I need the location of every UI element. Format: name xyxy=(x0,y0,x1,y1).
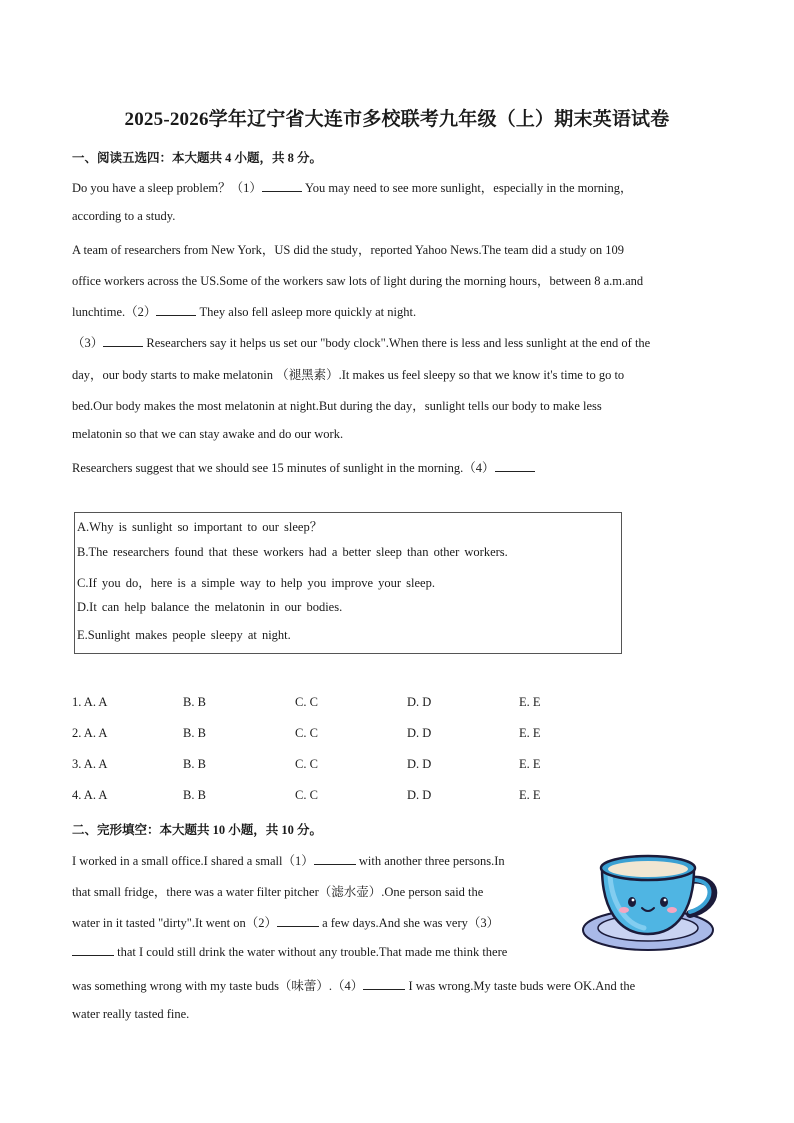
blank-4 xyxy=(495,460,535,472)
passage1-line: lunchtime.（2） They also fell asleep more quickly at night. xyxy=(72,305,417,319)
choice-c[interactable]: C. C xyxy=(295,788,318,802)
choice-d[interactable]: D. D xyxy=(407,726,432,740)
page-title: 2025-2026学年辽宁省大连市多校联考九年级（上）期末英语试卷 xyxy=(124,109,670,130)
passage1-line: bed.Our body makes the most melatonin at night.But during the day，sunlight tells our body to make less xyxy=(72,399,602,413)
choice-d[interactable]: D. D xyxy=(407,788,432,802)
choice-c[interactable]: C. C xyxy=(295,695,318,709)
choice-a[interactable]: 3. A. A xyxy=(72,757,108,771)
passage2-line: water really tasted fine. xyxy=(72,1007,190,1021)
passage2-line: I worked in a small office.I shared a small（1） with another three persons.In xyxy=(72,854,505,868)
choice-b[interactable]: B. B xyxy=(183,726,206,740)
blank-1 xyxy=(314,853,356,865)
answer-row-3 xyxy=(72,757,632,773)
choice-e[interactable]: E. E xyxy=(519,695,541,709)
passage1-line: Do you have a sleep problem？（1） You may need to see more sunlight，especially in the morning， xyxy=(72,181,633,195)
choice-b[interactable]: B. B xyxy=(183,757,206,771)
answer-row-2 xyxy=(72,726,632,742)
teacup-illustration xyxy=(582,848,722,952)
blank-3 xyxy=(103,335,143,347)
blank-2 xyxy=(277,915,319,927)
teacup-icon xyxy=(582,848,722,952)
choice-d[interactable]: D. D xyxy=(407,695,432,709)
section2-heading: 二、完形填空：本大题共 10 小题，共 10 分。 xyxy=(72,823,323,837)
choice-b[interactable]: B. B xyxy=(183,788,206,802)
blank-1 xyxy=(262,180,302,192)
choice-a[interactable]: 4. A. A xyxy=(72,788,108,802)
choice-a[interactable]: 1. A. A xyxy=(72,695,108,709)
blank-4 xyxy=(363,978,405,990)
choice-b[interactable]: B. B xyxy=(183,695,206,709)
passage1-line: A team of researchers from New York，US did the study，reported Yahoo News.The team did a study on 109 xyxy=(72,243,624,257)
passage1-line: （3） Researchers say it helps us set our "body clock".When there is less and less sunlight at the end of the xyxy=(72,336,651,350)
choice-e[interactable]: E. E xyxy=(519,788,541,802)
section1-heading: 一、阅读五选四：本大题共 4 小题，共 8 分。 xyxy=(72,151,323,165)
passage1-line: day，our body starts to make melatonin （褪黑素）.It makes us feel sleepy so that we know it's time to go to xyxy=(72,368,625,382)
choice-e[interactable]: E. E xyxy=(519,726,541,740)
passage1-line: office workers across the US.Some of the workers saw lots of light during the morning hours，between 8 a.m.and xyxy=(72,274,644,288)
blank-2 xyxy=(156,304,196,316)
choice-d[interactable]: D. D xyxy=(407,757,432,771)
choice-a[interactable]: 2. A. A xyxy=(72,726,108,740)
passage2-line: was something wrong with my taste buds（味蕾）.（4） I was wrong.My taste buds were OK.And the xyxy=(72,979,636,993)
choice-c[interactable]: C. C xyxy=(295,757,318,771)
option-d: D.It can help balance the melatonin in our bodies. xyxy=(77,600,343,614)
option-c: C.If you do，here is a simple way to help you improve your sleep. xyxy=(77,576,435,590)
passage2-line: that I could still drink the water without any trouble.That made me think there xyxy=(72,944,507,960)
passage1-line: according to a study. xyxy=(72,209,176,223)
option-a: A.Why is sunlight so important to our sleep？ xyxy=(77,520,323,534)
choice-e[interactable]: E. E xyxy=(519,757,541,771)
blank-3 xyxy=(72,944,114,956)
passage1-line: melatonin so that we can stay awake and do our work. xyxy=(72,427,344,441)
passage1-line: Researchers suggest that we should see 15 minutes of sunlight in the morning.（4） xyxy=(72,458,535,476)
option-b: B.The researchers found that these workers had a better sleep than other workers. xyxy=(77,545,508,559)
choice-c[interactable]: C. C xyxy=(295,726,318,740)
passage2-line: water in it tasted "dirty".It went on（2） a few days.And she was very（3） xyxy=(72,916,500,930)
answer-row-4 xyxy=(72,788,632,804)
options-box xyxy=(74,512,622,654)
option-e: E.Sunlight makes people sleepy at night. xyxy=(77,628,291,642)
answer-row-1 xyxy=(72,695,632,711)
passage2-line: that small fridge，there was a water filter pitcher（滤水壶）.One person said the xyxy=(72,885,484,899)
